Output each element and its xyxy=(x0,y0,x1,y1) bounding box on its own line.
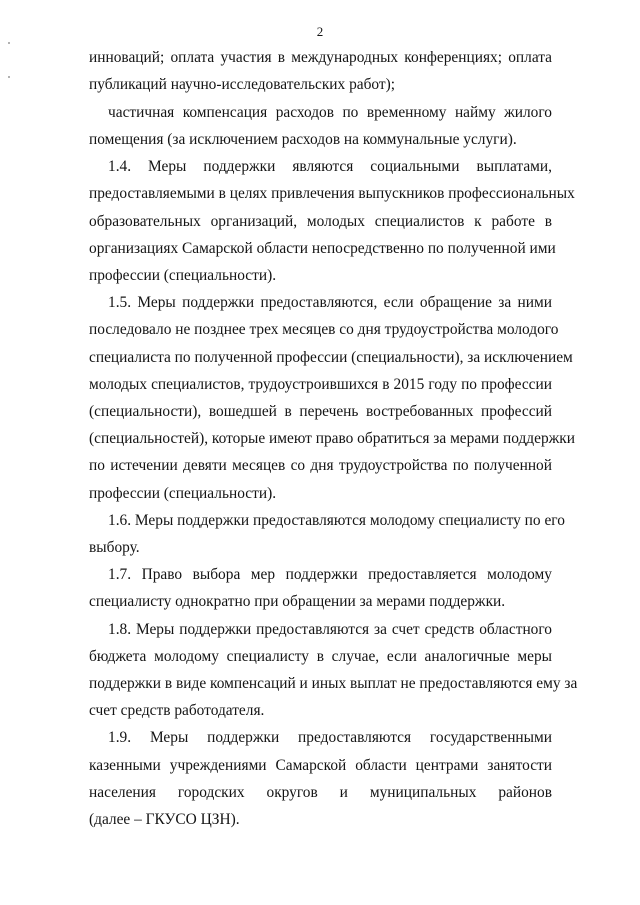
text-line: 1.5. Меры поддержки предоставляются, если обращение за ними xyxy=(108,294,552,311)
page-number: 2 xyxy=(316,24,324,39)
text-line: 1.8. Меры поддержки предоставляются за счет средств областного xyxy=(108,621,552,638)
text-line: профессии (специальности). xyxy=(89,485,277,502)
text-line: последовало не позднее трех месяцев со дня трудоустройства молодого xyxy=(89,321,559,338)
text-line: профессии (специальности). xyxy=(89,267,277,284)
text-line: бюджета молодому специалисту в случае, если аналогичные меры xyxy=(89,648,552,665)
text-line: счет средств работодателя. xyxy=(89,702,265,719)
text-line: специалиста по полученной профессии (специальности), за исключением xyxy=(89,349,573,366)
text-line: (специальности), вошедшей в перечень востребованных профессий xyxy=(89,403,552,420)
text-line: организациях Самарской области непосредственно по полученной ими xyxy=(89,240,556,257)
text-line: 1.4. Меры поддержки являются социальными выплатами, xyxy=(108,158,552,175)
text-line: предоставляемыми в целях привлечения выпускников профессиональных xyxy=(89,185,575,202)
text-line: молодых специалистов, трудоустроившихся в 2015 году по профессии xyxy=(89,376,552,393)
text-line: частичная компенсация расходов по временному найму жилого xyxy=(108,104,552,121)
text-line: по истечении девяти месяцев со дня трудоустройства по полученной xyxy=(89,457,552,474)
text-line: 1.7. Право выбора мер поддержки предоставляется молодому xyxy=(108,566,552,583)
text-line: населения городских округов и муниципальных районов xyxy=(89,784,552,801)
text-line: помещения (за исключением расходов на коммунальные услуги). xyxy=(89,131,517,148)
text-line: 1.9. Меры поддержки предоставляются государственными xyxy=(108,729,552,746)
text-line: публикаций научно-исследовательских работ); xyxy=(89,76,396,93)
text-line: инноваций; оплата участия в международных конференциях; оплата xyxy=(89,49,552,66)
text-line: казенными учреждениями Самарской области центрами занятости xyxy=(89,757,552,774)
text-line: специалисту однократно при обращении за мерами поддержки. xyxy=(89,593,506,610)
text-line: (специальностей), которые имеют право обратиться за мерами поддержки xyxy=(89,430,576,447)
text-line: выбору. xyxy=(89,539,140,556)
text-line: (далее – ГКУСО ЦЗН). xyxy=(89,811,240,828)
text-line: 1.6. Меры поддержки предоставляются молодому специалисту по его xyxy=(108,512,565,529)
text-line: поддержки в виде компенсаций и иных выплат не предоставляются ему за xyxy=(89,675,578,692)
text-line: образовательных организаций, молодых специалистов к работе в xyxy=(89,213,552,230)
